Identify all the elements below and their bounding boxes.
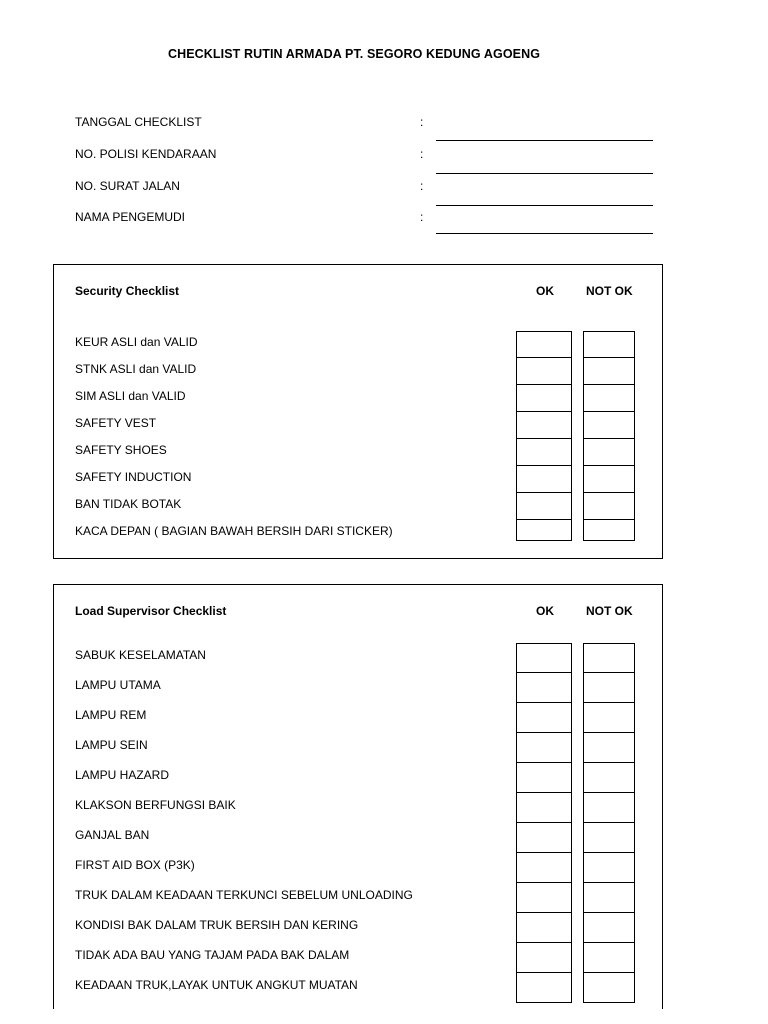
load-checklist-item-label: KONDISI BAK DALAM TRUK BERSIH DAN KERING	[75, 918, 359, 932]
load-checklist-item-label: KEADAAN TRUK,LAYAK UNTUK ANGKUT MUATAN	[75, 978, 358, 992]
ok-checkbox[interactable]	[516, 466, 572, 493]
security-checklist-row	[54, 493, 662, 520]
security-checklist-row	[54, 385, 662, 412]
load-checklist-item-label: GANJAL BAN	[75, 828, 150, 842]
security-checklist-item-label: SIM ASLI dan VALID	[75, 389, 186, 403]
security-checklist-item-label: STNK ASLI dan VALID	[75, 362, 197, 376]
header-field	[75, 179, 655, 199]
not-ok-checkbox[interactable]	[583, 493, 635, 520]
header-field	[75, 147, 655, 167]
security-checklist-row	[54, 358, 662, 385]
load-checklist-row	[54, 853, 662, 883]
field-label: NO. POLISI KENDARAAN	[75, 147, 217, 161]
ok-checkbox[interactable]	[516, 412, 572, 439]
ok-checkbox[interactable]	[516, 943, 572, 973]
load-checklist-row	[54, 673, 662, 703]
load-checklist-item-label: KLAKSON BERFUNGSI BAIK	[75, 798, 236, 812]
load-checklist-item-label: LAMPU UTAMA	[75, 678, 161, 692]
not-ok-checkbox[interactable]	[583, 673, 635, 703]
field-colon: :	[420, 115, 424, 129]
security-checklist-panel	[53, 264, 663, 559]
load-checklist-row	[54, 913, 662, 943]
ok-checkbox[interactable]	[516, 703, 572, 733]
ok-checkbox[interactable]	[516, 520, 572, 541]
ok-checkbox[interactable]	[516, 643, 572, 673]
ok-checkbox[interactable]	[516, 493, 572, 520]
not-ok-checkbox[interactable]	[583, 853, 635, 883]
not-ok-checkbox[interactable]	[583, 763, 635, 793]
field-input-line[interactable]	[436, 233, 653, 234]
load-checklist-row	[54, 973, 662, 1003]
not-ok-checkbox[interactable]	[583, 793, 635, 823]
ok-checkbox[interactable]	[516, 385, 572, 412]
not-ok-checkbox[interactable]	[583, 643, 635, 673]
security-checklist-item-label: SAFETY SHOES	[75, 443, 167, 457]
security-checklist-item-label: BAN TIDAK BOTAK	[75, 497, 182, 511]
load-checklist-item-label: TIDAK ADA BAU YANG TAJAM PADA BAK DALAM	[75, 948, 350, 962]
load-checklist-row	[54, 883, 662, 913]
security-checklist-row	[54, 520, 662, 541]
load-checklist-row	[54, 823, 662, 853]
security-ok-header: OK	[536, 284, 554, 298]
security-checklist-item-label: SAFETY INDUCTION	[75, 470, 192, 484]
not-ok-checkbox[interactable]	[583, 412, 635, 439]
not-ok-checkbox[interactable]	[583, 913, 635, 943]
ok-checkbox[interactable]	[516, 973, 572, 1003]
load-checklist-item-label: LAMPU HAZARD	[75, 768, 170, 782]
security-checklist-rows	[54, 331, 662, 541]
ok-checkbox[interactable]	[516, 913, 572, 943]
load-checklist-row	[54, 763, 662, 793]
not-ok-checkbox[interactable]	[583, 466, 635, 493]
load-checklist-rows	[54, 643, 662, 1003]
security-checklist-item-label: KEUR ASLI dan VALID	[75, 335, 198, 349]
ok-checkbox[interactable]	[516, 853, 572, 883]
ok-checkbox[interactable]	[516, 439, 572, 466]
load-checklist-row	[54, 703, 662, 733]
load-checklist-item-label: LAMPU REM	[75, 708, 147, 722]
security-not-ok-header: NOT OK	[586, 284, 633, 298]
field-input-line[interactable]	[436, 205, 653, 206]
load-checklist-item-label: TRUK DALAM KEADAAN TERKUNCI SEBELUM UNLOADING	[75, 888, 413, 902]
security-checklist-row	[54, 412, 662, 439]
load-checklist-row	[54, 943, 662, 973]
not-ok-checkbox[interactable]	[583, 703, 635, 733]
ok-checkbox[interactable]	[516, 883, 572, 913]
load-supervisor-checklist-panel	[53, 584, 663, 1009]
security-checklist-row	[54, 439, 662, 466]
ok-checkbox[interactable]	[516, 673, 572, 703]
ok-checkbox[interactable]	[516, 793, 572, 823]
security-checklist-title: Security Checklist	[75, 284, 180, 298]
field-label: NO. SURAT JALAN	[75, 179, 180, 193]
not-ok-checkbox[interactable]	[583, 358, 635, 385]
not-ok-checkbox[interactable]	[583, 973, 635, 1003]
load-checklist-item-label: LAMPU SEIN	[75, 738, 148, 752]
load-ok-header: OK	[536, 604, 554, 618]
field-colon: :	[420, 210, 424, 224]
header-field	[75, 210, 655, 230]
not-ok-checkbox[interactable]	[583, 439, 635, 466]
field-colon: :	[420, 179, 424, 193]
header-field	[75, 115, 655, 135]
not-ok-checkbox[interactable]	[583, 331, 635, 358]
ok-checkbox[interactable]	[516, 823, 572, 853]
load-checklist-title: Load Supervisor Checklist	[75, 604, 227, 618]
not-ok-checkbox[interactable]	[583, 733, 635, 763]
ok-checkbox[interactable]	[516, 358, 572, 385]
load-checklist-row	[54, 733, 662, 763]
not-ok-checkbox[interactable]	[583, 943, 635, 973]
security-checklist-row	[54, 466, 662, 493]
ok-checkbox[interactable]	[516, 763, 572, 793]
field-input-line[interactable]	[436, 140, 653, 141]
ok-checkbox[interactable]	[516, 733, 572, 763]
field-input-line[interactable]	[436, 173, 653, 174]
field-colon: :	[420, 147, 424, 161]
not-ok-checkbox[interactable]	[583, 883, 635, 913]
field-label: NAMA PENGEMUDI	[75, 210, 186, 224]
load-not-ok-header: NOT OK	[586, 604, 633, 618]
load-checklist-item-label: SABUK KESELAMATAN	[75, 648, 206, 662]
load-checklist-row	[54, 643, 662, 673]
document-title: CHECKLIST RUTIN ARMADA PT. SEGORO KEDUNG AGOENG	[167, 47, 541, 61]
security-checklist-row	[54, 331, 662, 358]
load-checklist-row	[54, 793, 662, 823]
not-ok-checkbox[interactable]	[583, 823, 635, 853]
ok-checkbox[interactable]	[516, 331, 572, 358]
field-label: TANGGAL CHECKLIST	[75, 115, 202, 129]
not-ok-checkbox[interactable]	[583, 520, 635, 541]
not-ok-checkbox[interactable]	[583, 385, 635, 412]
security-checklist-item-label: KACA DEPAN ( BAGIAN BAWAH BERSIH DARI STICKER)	[75, 524, 393, 538]
load-checklist-item-label: FIRST AID BOX (P3K)	[75, 858, 195, 872]
security-checklist-item-label: SAFETY VEST	[75, 416, 157, 430]
